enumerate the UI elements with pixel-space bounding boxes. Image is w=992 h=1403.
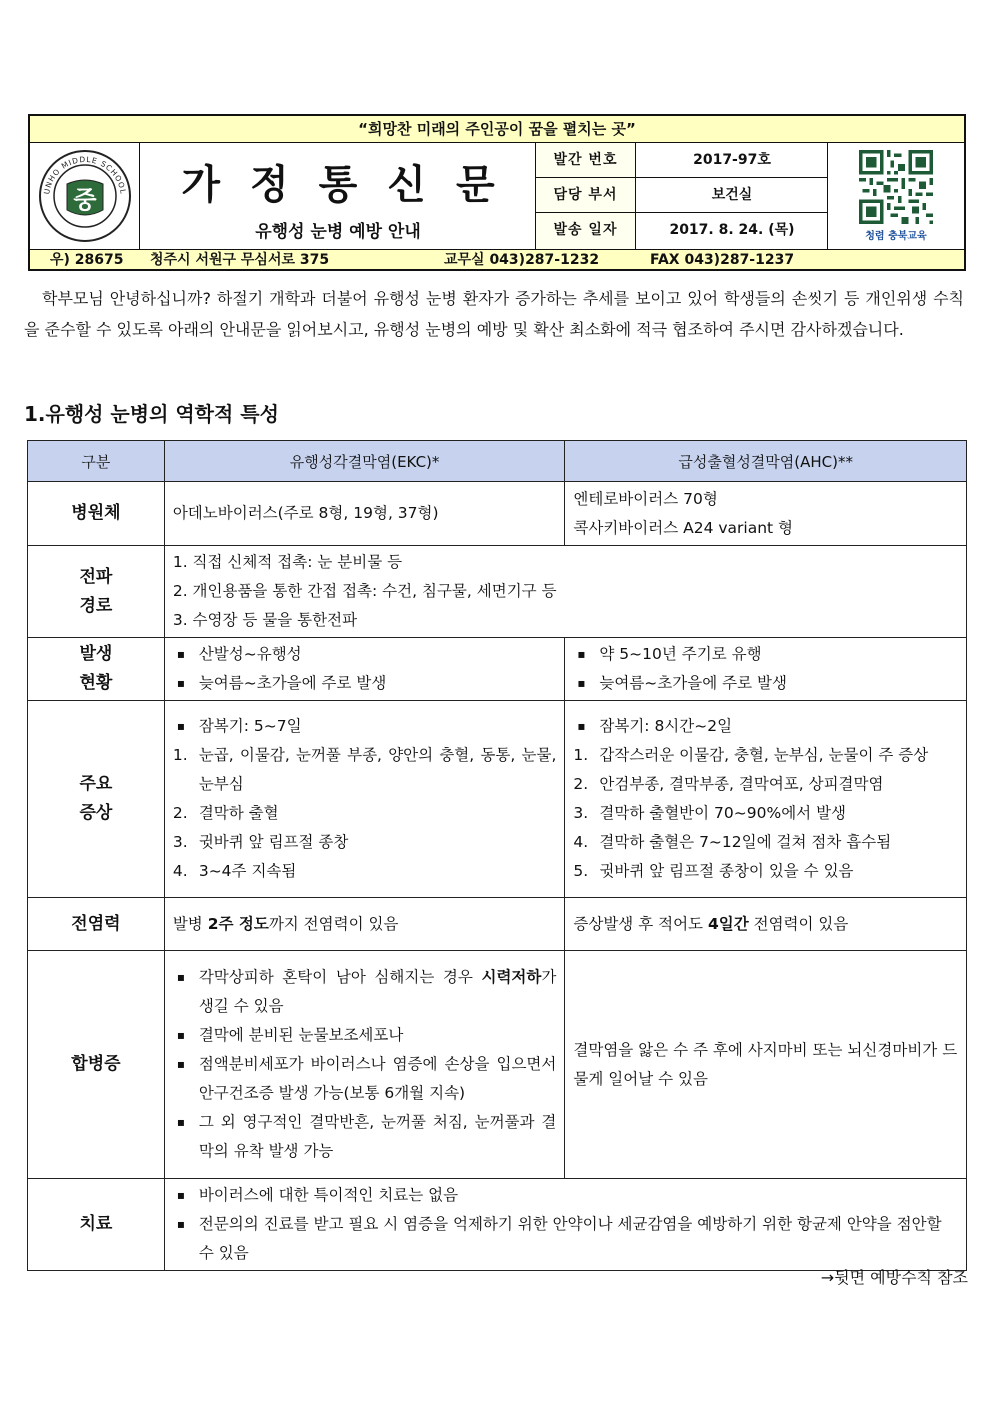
list-item: 3. 귓바퀴 앞 림프절 종창 — [172, 833, 349, 851]
list-item: 5. 귓바퀴 앞 림프절 종창이 있을 수 있음 — [573, 862, 854, 880]
row-label-complications: 합병증 — [28, 951, 165, 1179]
list-item: ▪ 바이러스에 대한 특이적인 치료는 없음 — [173, 1181, 958, 1210]
list-item: ▪ 산발성~유행성 — [173, 640, 557, 669]
list-item: ▪ 늦여름~초가을에 주로 발생 — [173, 669, 557, 698]
list-item: ▪ 잠복기: 5~7일 — [173, 712, 557, 741]
pathogen-ahc — [565, 482, 967, 546]
qr-code-block[interactable] — [828, 143, 964, 249]
school-slogan: “희망찬 미래의 주인공이 꿈을 펼치는 곳” — [30, 116, 964, 143]
row-label-occurrence: 발생 현황 — [28, 638, 165, 701]
header-category: 구분 — [28, 441, 165, 482]
meta-value-number: 2017-97호 — [693, 152, 771, 168]
list-item: ▪ 전문의의 진료를 받고 필요 시 염증을 억제하기 위한 안약이나 세균감염을 예방하기 위한 항균제 안약을 점안할 수 있음 — [173, 1210, 958, 1268]
back-page-note: →뒷면 예방수칙 참조 — [820, 1268, 968, 1287]
list-item: ▪ 잠복기: 8시간~2일 — [573, 712, 958, 741]
page-title: 가정통신문 — [181, 161, 525, 208]
header-ahc: 급성출혈성결막염(AHC)** — [565, 441, 967, 482]
row-label-pathogen: 병원체 — [28, 482, 165, 546]
list-item: 4. 3~4주 지속됨 — [172, 862, 297, 880]
section-title: 1.유행성 눈병의 역학적 특성 — [24, 402, 279, 426]
street-address: 청주시 서원구 무심서로 375 — [150, 252, 330, 268]
row-label-treatment: 치료 — [28, 1179, 165, 1271]
infectivity-ahc: 증상발생 후 적어도 4일간 전염력이 있음 — [565, 898, 967, 951]
school-address-bar — [30, 249, 964, 269]
epidemiology-table — [27, 440, 967, 1271]
school-emblem-icon — [37, 148, 133, 244]
occurrence-ekc — [164, 638, 565, 701]
list-item: 2. 개인용품을 통한 간접 접촉: 수건, 침구물, 세면기구 등 — [172, 582, 557, 600]
page-subtitle: 유행성 눈병 예방 안내 — [255, 222, 421, 242]
qr-caption: 청렴 충북교육 — [865, 231, 927, 242]
row-label-symptoms: 주요 증상 — [28, 701, 165, 898]
publication-meta — [536, 143, 828, 249]
list-item: ▪ 각막상피하 혼탁이 남아 심해지는 경우 시력저하가 생길 수 있음 — [173, 963, 557, 1021]
list-item: 3. 수영장 등 물을 통한전파 — [172, 611, 358, 629]
logo-ring-text: UNHO MIDDLE SCHOOL — [41, 154, 128, 196]
meta-value-date: 2017. 8. 24. (목) — [669, 222, 795, 238]
table-row-complications — [28, 951, 967, 1179]
list-item: 1. 눈곱, 이물감, 눈꺼풀 부종, 양안의 충혈, 동통, 눈물, 눈부심 — [172, 746, 557, 793]
table-row-route — [28, 546, 967, 638]
treatment-content — [164, 1179, 966, 1271]
list-item: 3. 결막하 출혈반이 70~90%에서 발생 — [573, 804, 847, 822]
school-logo — [30, 143, 140, 249]
pathogen-ahc-line2: 콕사키바이러스 A24 variant 형 — [573, 518, 794, 537]
list-item: 1. 직접 신체적 접촉: 눈 분비물 등 — [172, 553, 403, 571]
table-header-row — [28, 441, 967, 482]
row-label-route: 전파 경로 — [28, 546, 165, 638]
list-item: ▪ 약 5~10년 주기로 유행 — [573, 640, 958, 669]
table-row-pathogen — [28, 482, 967, 546]
list-item: 2. 결막하 출혈 — [172, 804, 279, 822]
symptoms-ekc — [164, 701, 565, 898]
list-item: ▪ 결막에 분비된 눈물보조세포나 — [173, 1021, 557, 1050]
complications-ekc — [164, 951, 565, 1179]
list-item: 4. 결막하 출혈은 7~12일에 걸쳐 점차 흡수됨 — [573, 833, 892, 851]
row-label-infectivity: 전염력 — [28, 898, 165, 951]
office-phone: 교무실 043)287-1232 — [444, 252, 600, 268]
meta-label-number: 발간 번호 — [536, 143, 636, 177]
list-item: 2. 안검부종, 결막부종, 결막여포, 상피결막염 — [573, 775, 884, 793]
infectivity-ekc: 발병 2주 정도까지 전염력이 있음 — [164, 898, 565, 951]
symptoms-ahc — [565, 701, 967, 898]
list-item: ▪ 점액분비세포가 바이러스나 염증에 손상을 입으면서 안구건조증 발생 가능(보통 6개월 지속) — [173, 1050, 557, 1108]
pathogen-ahc-line1: 엔테로바이러스 70형 — [573, 489, 718, 508]
route-content — [164, 546, 966, 638]
meta-value-department: 보건실 — [711, 187, 753, 203]
table-row-occurrence — [28, 638, 967, 701]
list-item: 1. 갑작스러운 이물감, 충혈, 눈부심, 눈물이 주 증상 — [573, 746, 929, 764]
meta-label-date: 발송 일자 — [536, 213, 636, 249]
complications-ahc: 결막염을 앓은 수 주 후에 사지마비 또는 뇌신경마비가 드물게 일어날 수 있음 — [565, 951, 967, 1179]
qr-code-icon[interactable] — [859, 150, 933, 224]
logo-character: 중 — [72, 186, 97, 214]
intro-paragraph: 학부모님 안녕하십니까? 하절기 개학과 더불어 유행성 눈병 환자가 증가하는 추세를 보이고 있어 학생들의 손씻기 등 개인위생 수칙을 준수할 수 있도록 아래의 안내문을 읽어보시고, 유행성 눈병의 예방 및 확산 최소화에 적극 협조하여 주시면 감사하겠습니다. — [24, 289, 964, 339]
header-ekc: 유행성각결막염(EKC)* — [164, 441, 565, 482]
postal-code: 우) 28675 — [50, 252, 124, 268]
list-item: ▪ 늦여름~초가을에 주로 발생 — [573, 669, 958, 698]
table-row-treatment — [28, 1179, 967, 1271]
list-item: ▪ 그 외 영구적인 결막반흔, 눈꺼풀 처짐, 눈꺼풀과 결막의 유착 발생 가능 — [173, 1108, 557, 1166]
fax-number: FAX 043)287-1237 — [650, 252, 795, 268]
meta-label-department: 담당 부서 — [536, 178, 636, 212]
table-row-infectivity — [28, 898, 967, 951]
occurrence-ahc — [565, 638, 967, 701]
newsletter-header — [28, 114, 966, 271]
pathogen-ekc: 아데노바이러스(주로 8형, 19형, 37형) — [164, 482, 565, 546]
table-row-symptoms — [28, 701, 967, 898]
